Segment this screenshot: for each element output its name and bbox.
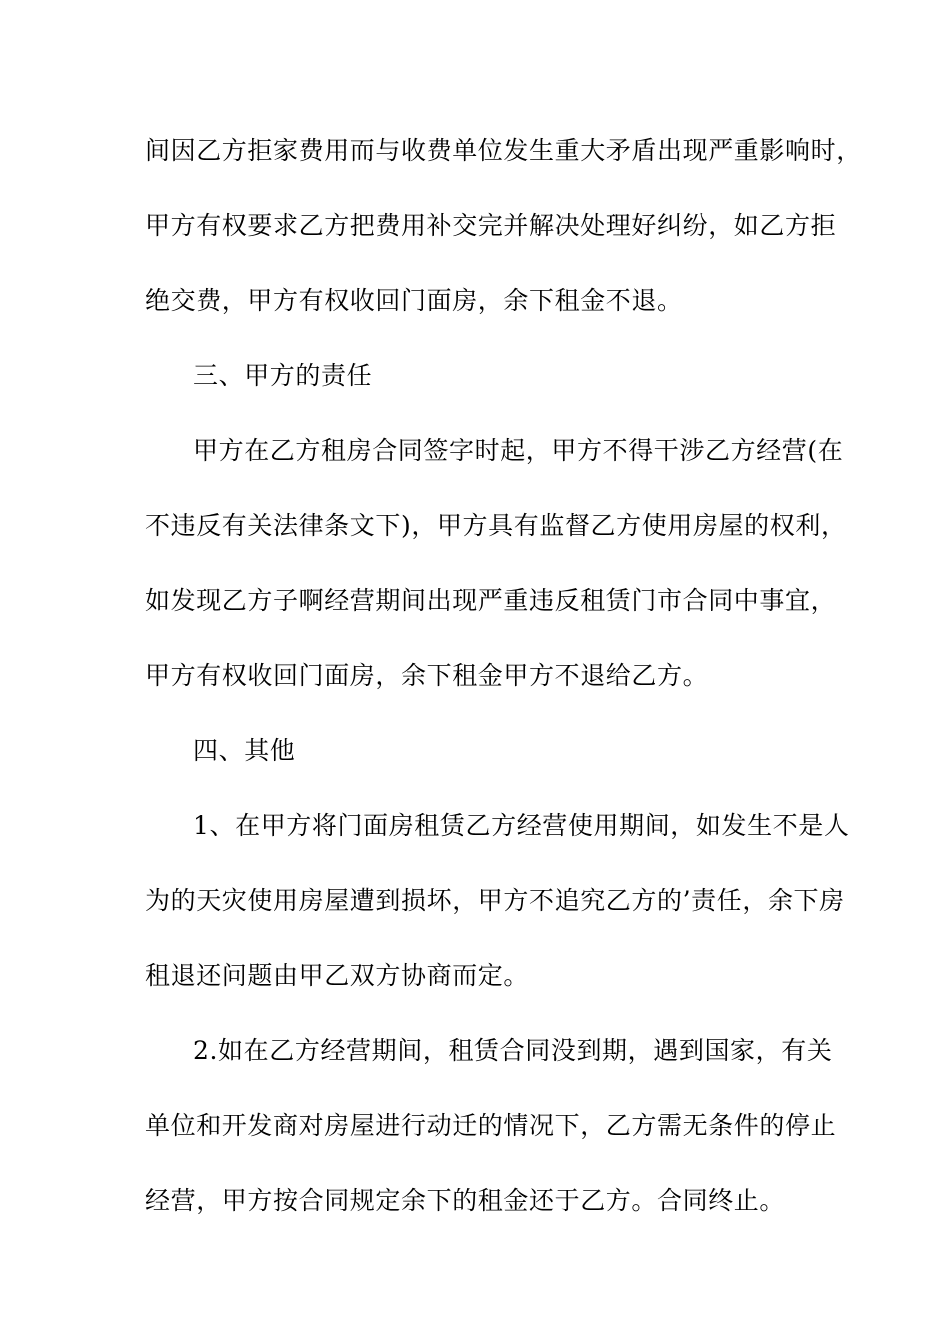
text-line: 经营，甲方按合同规定余下的租金还于乙方。合同终止。 xyxy=(145,1186,786,1215)
text-line: 2.如在乙方经营期间，租赁合同没到期，遇到国家，有关 xyxy=(193,1036,833,1065)
text-line: 间因乙方拒家费用而与收费单位发生重大矛盾出现严重影响时， xyxy=(145,136,862,165)
text-line: 1、在甲方将门面房租赁乙方经营使用期间，如发生不是人 xyxy=(193,811,850,840)
text-line: 甲方有权收回门面房，余下租金甲方不退给乙方。 xyxy=(145,661,709,690)
text-line: 如发现乙方子啊经营期间出现严重违反租赁门市合同中事宜， xyxy=(145,586,837,615)
section-heading: 四、其他 xyxy=(193,736,296,765)
text-line: 甲方在乙方租房合同签字时起，甲方不得干涉乙方经营(在 xyxy=(193,436,844,465)
section-heading: 三、甲方的责任 xyxy=(193,361,373,390)
text-line: 单位和开发商对房屋进行动迁的情况下，乙方需无条件的停止 xyxy=(145,1111,837,1140)
text-line: 不违反有关法律条文下)，甲方具有监督乙方使用房屋的权利， xyxy=(145,511,847,540)
text-line: 绝交费，甲方有权收回门面房，余下租金不退。 xyxy=(145,286,683,315)
text-line: 为的天灾使用房屋遭到损坏，甲方不追究乙方的’责任，余下房 xyxy=(145,886,845,915)
text-line: 租退还问题由甲乙双方协商而定。 xyxy=(145,961,530,990)
text-line: 甲方有权要求乙方把费用补交完并解决处理好纠纷，如乙方拒 xyxy=(145,211,837,240)
